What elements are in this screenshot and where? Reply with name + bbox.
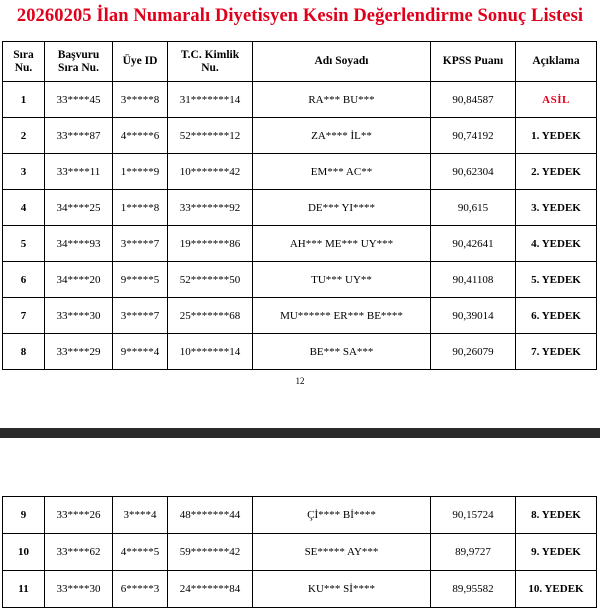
row-kpss-puani: 90,42641 — [431, 226, 516, 262]
row-basvuru: 34****25 — [45, 190, 113, 226]
row-kpss-puani: 90,15724 — [431, 497, 516, 534]
row-tc-kimlik: 24*******84 — [168, 571, 253, 608]
table-row — [3, 154, 597, 190]
row-tc-kimlik: 31*******14 — [168, 82, 253, 118]
row-adi-soyadi: RA*** BU*** — [253, 82, 431, 118]
row-uye-id: 3*****7 — [113, 298, 168, 334]
row-adi-soyadi: EM*** AC** — [253, 154, 431, 190]
table-row — [3, 298, 597, 334]
row-aciklama: 8. YEDEK — [516, 497, 597, 534]
table-row — [3, 534, 597, 571]
row-sira: 2 — [3, 118, 45, 154]
row-sira: 9 — [3, 497, 45, 534]
row-adi-soyadi: ZA**** İL** — [253, 118, 431, 154]
row-sira: 5 — [3, 226, 45, 262]
row-basvuru: 33****11 — [45, 154, 113, 190]
row-sira: 1 — [3, 82, 45, 118]
row-sira: 8 — [3, 334, 45, 370]
table-row — [3, 497, 597, 534]
row-uye-id: 3*****8 — [113, 82, 168, 118]
table-row — [3, 190, 597, 226]
row-adi-soyadi: DE*** YI**** — [253, 190, 431, 226]
table-row — [3, 334, 597, 370]
row-sira: 10 — [3, 534, 45, 571]
table-row — [3, 118, 597, 154]
row-aciklama: 2. YEDEK — [516, 154, 597, 190]
row-tc-kimlik: 10*******14 — [168, 334, 253, 370]
row-kpss-puani: 90,26079 — [431, 334, 516, 370]
row-tc-kimlik: 48*******44 — [168, 497, 253, 534]
table-row — [3, 262, 597, 298]
row-aciklama: 5. YEDEK — [516, 262, 597, 298]
row-adi-soyadi: AH*** ME*** UY*** — [253, 226, 431, 262]
row-uye-id: 9*****4 — [113, 334, 168, 370]
page-title: 20260205 İlan Numaralı Diyetisyen Kesin Değerlendirme Sonuç Listesi — [16, 6, 584, 26]
row-kpss-puani: 90,62304 — [431, 154, 516, 190]
row-basvuru: 34****93 — [45, 226, 113, 262]
row-uye-id: 1*****8 — [113, 190, 168, 226]
row-tc-kimlik: 59*******42 — [168, 534, 253, 571]
row-sira: 3 — [3, 154, 45, 190]
results-table — [2, 41, 597, 370]
row-tc-kimlik: 19*******86 — [168, 226, 253, 262]
row-kpss-puani: 90,84587 — [431, 82, 516, 118]
row-tc-kimlik: 25*******68 — [168, 298, 253, 334]
row-adi-soyadi: MU****** ER*** BE**** — [253, 298, 431, 334]
row-adi-soyadi: SE***** AY*** — [253, 534, 431, 571]
row-aciklama: 6. YEDEK — [516, 298, 597, 334]
header-uye-id: Üye ID — [113, 42, 168, 82]
row-basvuru: 33****62 — [45, 534, 113, 571]
row-aciklama: 9. YEDEK — [516, 534, 597, 571]
row-aciklama: 3. YEDEK — [516, 190, 597, 226]
row-sira: 7 — [3, 298, 45, 334]
row-tc-kimlik: 10*******42 — [168, 154, 253, 190]
row-uye-id: 1*****9 — [113, 154, 168, 190]
row-sira: 11 — [3, 571, 45, 608]
row-uye-id: 6*****3 — [113, 571, 168, 608]
header-basvuru: Başvuru Sıra Nu. — [45, 42, 113, 82]
row-sira: 6 — [3, 262, 45, 298]
row-aciklama: 10. YEDEK — [516, 571, 597, 608]
row-kpss-puani: 90,74192 — [431, 118, 516, 154]
row-basvuru: 33****30 — [45, 571, 113, 608]
row-basvuru: 33****26 — [45, 497, 113, 534]
row-adi-soyadi: Çİ**** Bİ**** — [253, 497, 431, 534]
header-adi-soyadi: Adı Soyadı — [253, 42, 431, 82]
row-uye-id: 3*****7 — [113, 226, 168, 262]
row-adi-soyadi: KU*** Sİ**** — [253, 571, 431, 608]
row-uye-id: 3****4 — [113, 497, 168, 534]
table-header-row — [3, 42, 597, 82]
table-row — [3, 226, 597, 262]
row-tc-kimlik: 52*******50 — [168, 262, 253, 298]
row-aciklama: 1. YEDEK — [516, 118, 597, 154]
row-aciklama: 7. YEDEK — [516, 334, 597, 370]
row-basvuru: 33****29 — [45, 334, 113, 370]
page-number: 12 — [295, 376, 305, 386]
row-basvuru: 33****30 — [45, 298, 113, 334]
row-uye-id: 4*****6 — [113, 118, 168, 154]
row-basvuru: 33****45 — [45, 82, 113, 118]
table-row — [3, 571, 597, 608]
row-kpss-puani: 89,95582 — [431, 571, 516, 608]
header-sira: Sıra Nu. — [3, 42, 45, 82]
table-row — [3, 82, 597, 118]
row-kpss-puani: 90,39014 — [431, 298, 516, 334]
row-adi-soyadi: BE*** SA*** — [253, 334, 431, 370]
row-tc-kimlik: 33*******92 — [168, 190, 253, 226]
row-basvuru: 34****20 — [45, 262, 113, 298]
row-kpss-puani: 90,615 — [431, 190, 516, 226]
row-adi-soyadi: TU*** UY** — [253, 262, 431, 298]
header-aciklama: Açıklama — [516, 42, 597, 82]
row-kpss-puani: 90,41108 — [431, 262, 516, 298]
row-uye-id: 9*****5 — [113, 262, 168, 298]
header-tc-kimlik: T.C. Kimlik Nu. — [168, 42, 253, 82]
row-tc-kimlik: 52*******12 — [168, 118, 253, 154]
page-separator — [0, 428, 600, 438]
results-table-continued — [2, 496, 597, 608]
row-aciklama: ASİL — [516, 82, 597, 118]
header-kpss: KPSS Puanı — [431, 42, 516, 82]
row-aciklama: 4. YEDEK — [516, 226, 597, 262]
row-uye-id: 4*****5 — [113, 534, 168, 571]
row-sira: 4 — [3, 190, 45, 226]
row-basvuru: 33****87 — [45, 118, 113, 154]
row-kpss-puani: 89,9727 — [431, 534, 516, 571]
